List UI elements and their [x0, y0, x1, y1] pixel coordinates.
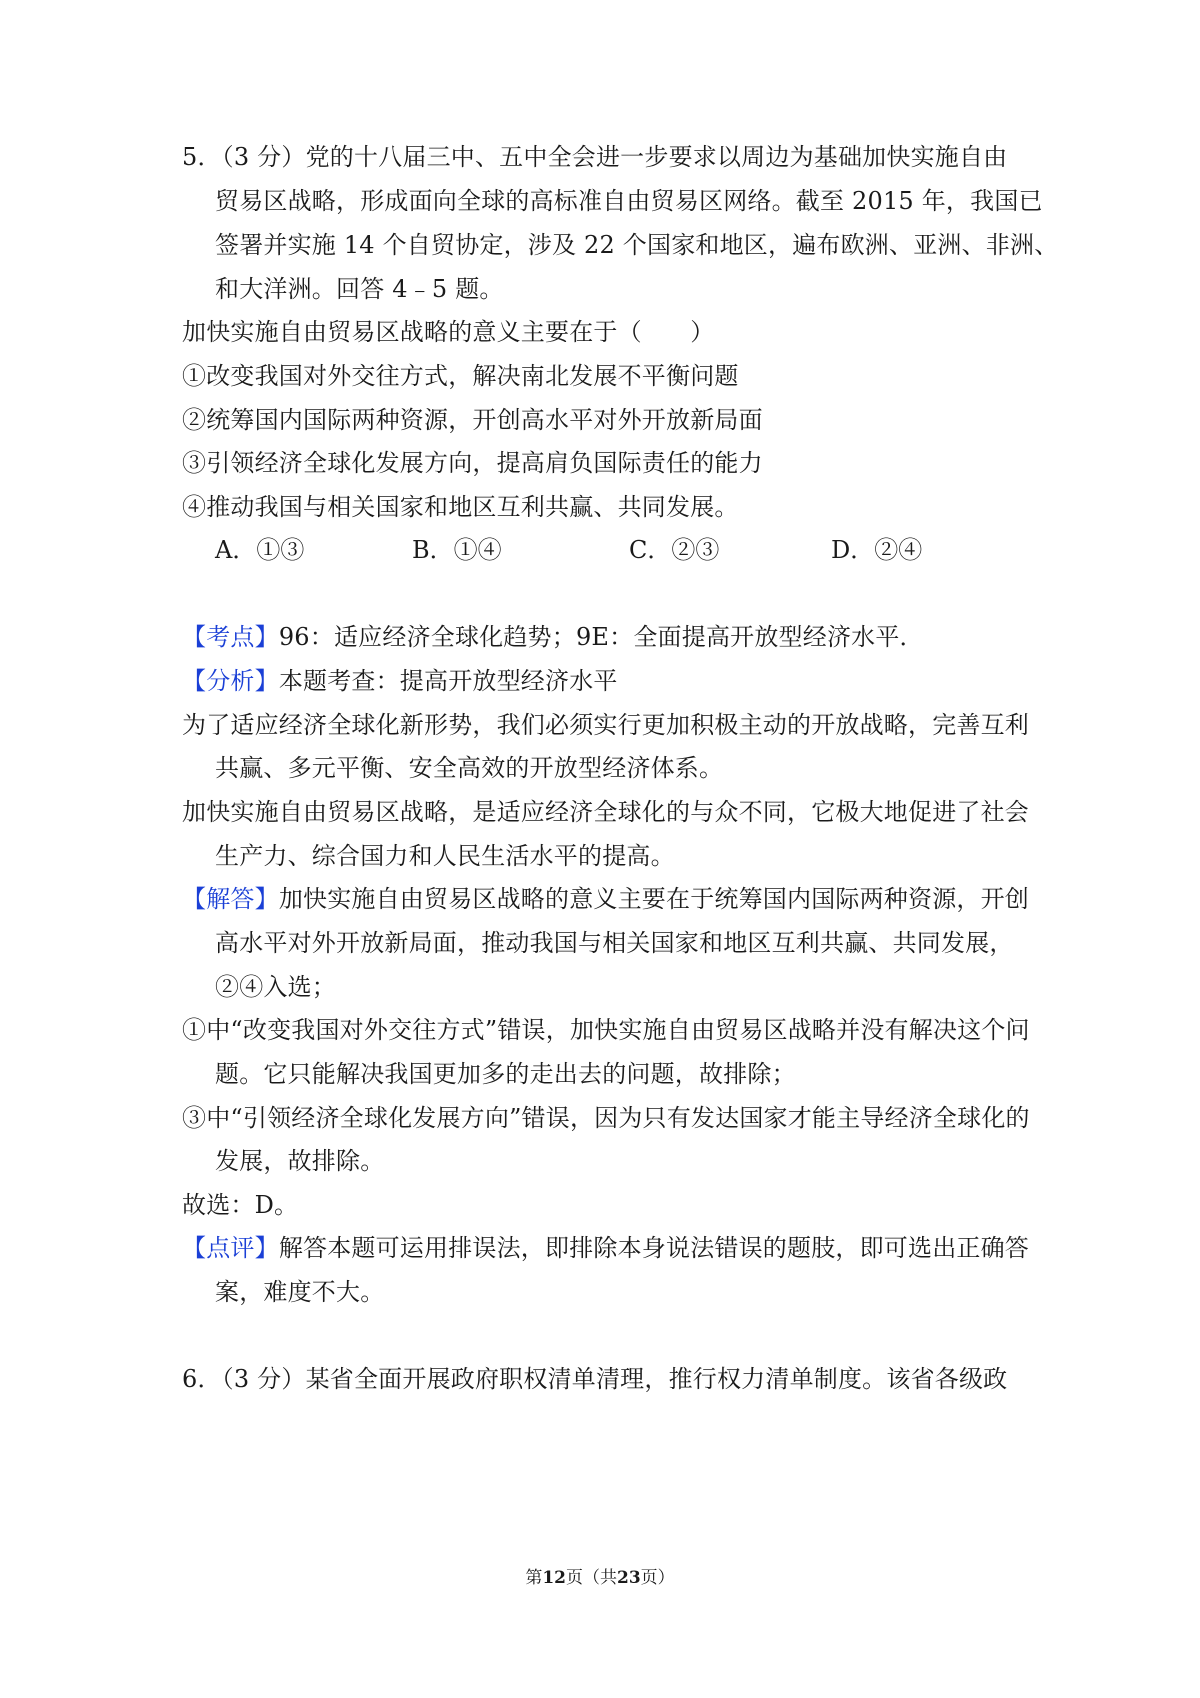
dianping-text: 解答本题可运用排误法，即排除本身说法错误的题肢，即可选出正确答	[278, 1234, 1030, 1262]
footer-suffix: 页）	[640, 1568, 675, 1588]
q5-item-3: ③引领经济全球化发展方向，提高肩负国际责任的能力	[182, 449, 763, 477]
fenxi-p2-line-1: 加快实施自由贸易区战略，是适应经济全球化的与众不同，它极大地促进了社会	[182, 798, 1029, 826]
q5-item-4: ④推动我国与相关国家和地区互利共赢、共同发展。	[182, 493, 739, 521]
footer-page-number: 12	[542, 1568, 566, 1588]
jieda-tag: 【解答】	[182, 885, 279, 913]
exclusion-3-line-2: 发展，故排除。	[215, 1147, 385, 1175]
answer-line: 故选：D。	[182, 1191, 299, 1219]
footer-total-pages: 23	[617, 1568, 641, 1588]
footer-middle: 页（共	[566, 1568, 617, 1588]
dianping-line-1	[182, 1232, 1029, 1264]
q5-options	[215, 534, 975, 566]
exclusion-1-line-1: ①中“改变我国对外交往方式”错误，加快实施自由贸易区战略并没有解决这个问	[182, 1016, 1030, 1044]
fenxi-text: 本题考查：提高开放型经济水平	[278, 667, 618, 695]
fenxi-line	[182, 665, 618, 697]
jieda-text: 加快实施自由贸易区战略的意义主要在于统筹国内国际两种资源，开创	[278, 885, 1030, 913]
option-b: B．①④	[412, 536, 502, 564]
kaodian-text: 96：适应经济全球化趋势；9E：全面提高开放型经济水平．	[278, 623, 924, 651]
option-c: C．②③	[629, 536, 720, 564]
fenxi-p1-line-1: 为了适应经济全球化新形势，我们必须实行更加积极主动的开放战略，完善互利	[182, 711, 1029, 739]
exclusion-3-line-1: ③中“引领经济全球化发展方向”错误，因为只有发达国家才能主导经济全球化的	[182, 1104, 1030, 1132]
jieda-line-3: ②④入选；	[215, 973, 336, 1001]
jieda-line-1	[182, 883, 1029, 915]
exclusion-1-line-2: 题。它只能解决我国更加多的走出去的问题，故排除；	[215, 1060, 796, 1088]
q5-line-2: 贸易区战略，形成面向全球的高标准自由贸易区网络。截至 2015 年，我国已	[215, 187, 1043, 215]
fenxi-p1-line-2: 共赢、多元平衡、安全高效的开放型经济体系。	[215, 754, 724, 782]
q5-item-2: ②统筹国内国际两种资源，开创高水平对外开放新局面	[182, 406, 763, 434]
kaodian-line	[182, 621, 924, 653]
q5-item-1: ①改变我国对外交往方式，解决南北发展不平衡问题	[182, 362, 739, 390]
fenxi-p2-line-2: 生产力、综合国力和人民生活水平的提高。	[215, 842, 675, 870]
page-footer	[0, 1566, 1200, 1590]
q5-stem: 加快实施自由贸易区战略的意义主要在于（ ）	[182, 318, 715, 346]
q5-line-1: 5．（3 分）党的十八届三中、五中全会进一步要求以周边为基础加快实施自由	[182, 143, 1008, 171]
q6-line-1: 6．（3 分）某省全面开展政府职权清单清理，推行权力清单制度。该省各级政	[182, 1365, 1008, 1393]
option-d: D．②④	[831, 536, 923, 564]
dianping-line-2: 案，难度不大。	[215, 1278, 385, 1306]
footer-prefix: 第	[525, 1568, 543, 1588]
q5-line-4: 和大洋洲。回答 4﹣5 题。	[215, 275, 504, 303]
option-a: A．①③	[215, 536, 305, 564]
fenxi-tag: 【分析】	[182, 667, 279, 695]
dianping-tag: 【点评】	[182, 1234, 279, 1262]
kaodian-tag: 【考点】	[182, 623, 279, 651]
q5-line-3: 签署并实施 14 个自贸协定，涉及 22 个国家和地区，遍布欧洲、亚洲、非洲、	[215, 231, 1059, 259]
jieda-line-2: 高水平对外开放新局面，推动我国与相关国家和地区互利共赢、共同发展，	[215, 929, 1014, 957]
